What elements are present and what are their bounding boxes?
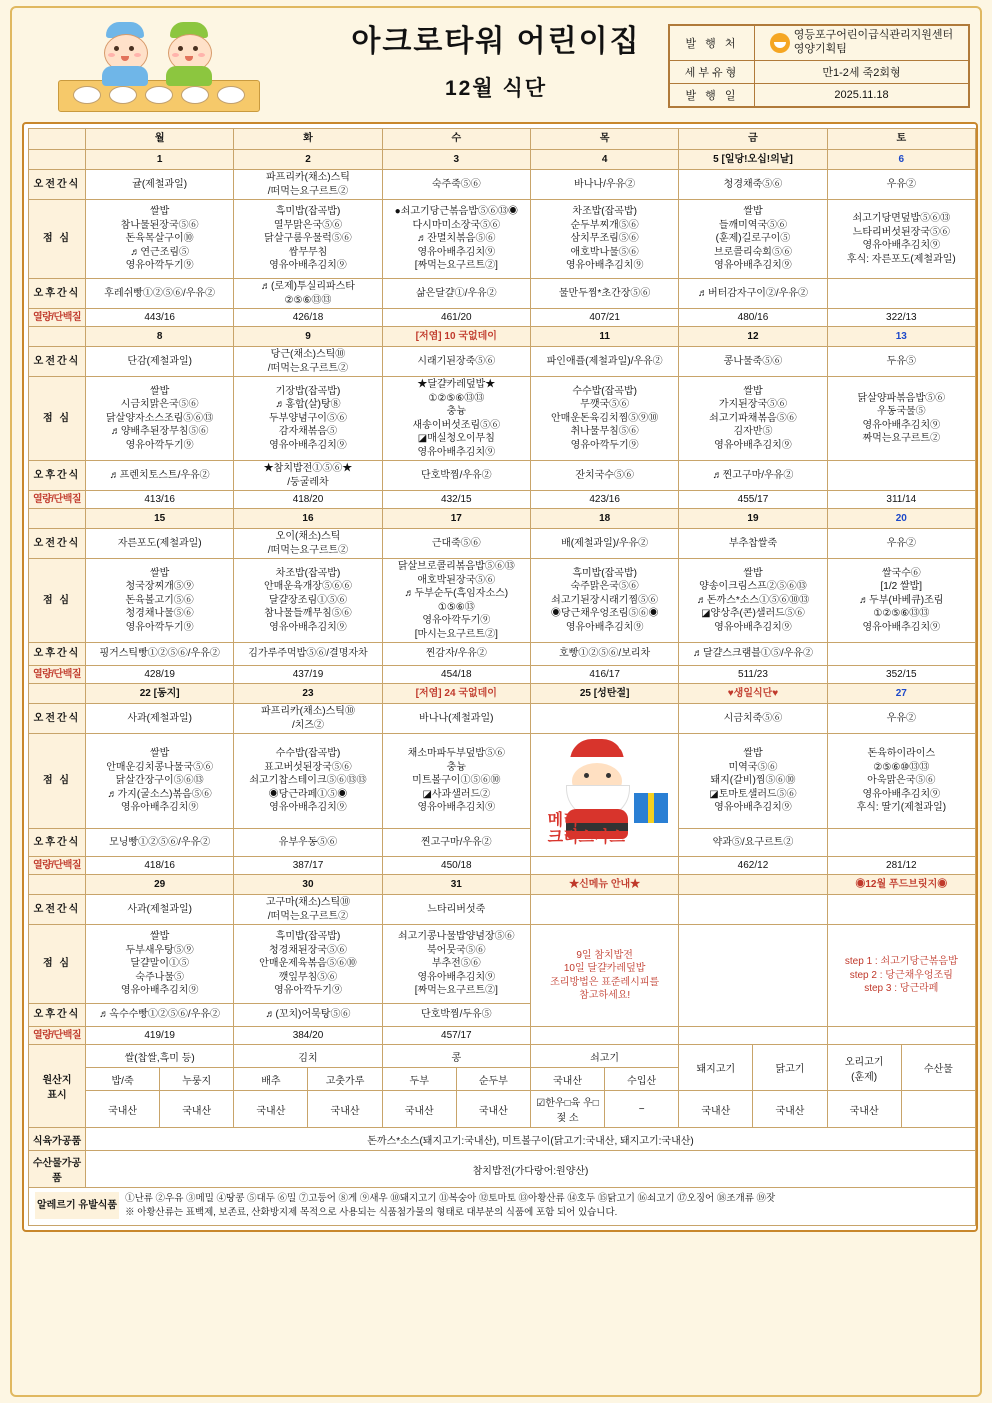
- row-label-snack-pm: 오후간식: [29, 279, 86, 309]
- origin-group-duck: 오리고기 (훈제): [827, 1045, 901, 1091]
- origin-value: 국내산: [827, 1091, 901, 1128]
- date-cell: 15: [86, 509, 234, 529]
- kcal-cell: 322/13: [827, 309, 975, 327]
- kcal-cell: 457/17: [382, 1027, 530, 1045]
- kcal-cell: 311/14: [827, 491, 975, 509]
- kcal-cell: 416/17: [530, 666, 678, 684]
- snack-pm-cell: 후레쉬빵①②⑤⑥/우유②: [86, 279, 234, 309]
- date-cell: 6: [827, 150, 975, 170]
- date-cell: 9: [234, 327, 382, 347]
- lunch-cell: 수수밥(잡곡밥) 무깻국⑤⑥ 안매운돈육김치찜⑤⑨⑩ 취나물무침⑤⑥ 영유아깍두기⑨: [530, 377, 678, 461]
- lunch-cell: 쌀밥 미역국⑤⑥ 돼지(갈비)찜⑤⑥⑩ ◪토마토샐러드⑤⑥ 영유아배추김치⑨: [679, 734, 827, 829]
- allergy-label: 알레르기 유발식품: [35, 1192, 119, 1219]
- column-header-4: 금: [679, 129, 827, 150]
- lunch-cell: ●쇠고기당근볶음밥⑤⑥⑬◉ 다시마미소장국⑤⑥ ♬잔멸치볶음⑤⑥ 영유아배추김치⑨ [짜먹는요구르트②]: [382, 200, 530, 279]
- week-corner-1: [29, 327, 86, 347]
- date-cell: 16: [234, 509, 382, 529]
- lunch-cell: 쇠고기당면덮밥⑤⑥⑬ 느타리버섯된장국⑤⑥ 영유아배추김치⑨ 후식: 자른포도(제철과일): [827, 200, 975, 279]
- snack-am-cell: 바나나(제철과일): [382, 704, 530, 734]
- row-label-snack-am: 오전간식: [29, 529, 86, 559]
- snack-am-cell: 우유②: [827, 529, 975, 559]
- snack-am-cell: [679, 895, 827, 925]
- row-label-snack-am: 오전간식: [29, 704, 86, 734]
- origin-label: 원산지 표시: [29, 1045, 86, 1128]
- date-cell: 23: [234, 684, 382, 704]
- food-bridge-steps-cell: step 1 : 쇠고기당근볶음밥 step 2 : 당근채우엉조림 step 3 : 당근라페: [827, 925, 975, 1027]
- date-cell: [저염] 10 국없데이: [382, 327, 530, 347]
- snack-pm-cell: 찐감자/우유②: [382, 643, 530, 666]
- week-corner-2: [29, 509, 86, 529]
- snack-pm-cell: 단호박찜/두유⑤: [382, 1004, 530, 1027]
- snack-am-cell: 우유②: [827, 704, 975, 734]
- date-cell: 22 [동지]: [86, 684, 234, 704]
- kcal-cell: 480/16: [679, 309, 827, 327]
- lunch-cell: 쌀밥 들깨미역국⑤⑥ (훈제)길로구이⑤ 브로콜리숙회⑤⑥ 영유아배추김치⑨: [679, 200, 827, 279]
- row-label-snack-pm: 오후간식: [29, 1004, 86, 1027]
- kcal-cell: 426/18: [234, 309, 382, 327]
- row-label-kcal: 열량/단백질: [29, 666, 86, 684]
- date-cell: 4: [530, 150, 678, 170]
- lunch-cell: 차조밥(잡곡밥) 안매운육개장⑤⑥⑥ 달걀장조림①⑤⑥ 참나물들깨무침⑤⑥ 영유아배추김치⑨: [234, 559, 382, 643]
- lunch-cell: 쌀밥 청국장찌개⑤⑨ 돈육볼고기⑤⑥ 청경채나물⑤⑥ 영유아깍두기⑨: [86, 559, 234, 643]
- kcal-cell: 511/23: [679, 666, 827, 684]
- lunch-cell: 쌀국수⑥ [1/2 쌀밥] ♬두부(바베큐)조림 ①②⑤⑥⑬⑬ 영유아배추김치⑨: [827, 559, 975, 643]
- snack-pm-cell: 유부우동⑤⑥: [234, 829, 382, 857]
- publisher-org1: 영등포구어린이급식관리지원센터: [793, 29, 954, 41]
- date-cell: 18: [530, 509, 678, 529]
- snack-am-cell: 숙주죽⑤⑥: [382, 170, 530, 200]
- snack-am-cell: 파프리카(채소)스틱 /떠먹는요구르트②: [234, 170, 382, 200]
- snack-pm-cell: 핑거스틱빵①②⑤⑥/우유②: [86, 643, 234, 666]
- kcal-cell: 461/20: [382, 309, 530, 327]
- row-label-lunch: 점 심: [29, 377, 86, 461]
- origin-value: 국내산: [679, 1091, 753, 1128]
- snack-pm-cell: ♬옥수수빵①②⑤⑥/우유②: [86, 1004, 234, 1027]
- snack-am-cell: 시래기된장죽⑤⑥: [382, 347, 530, 377]
- snack-pm-cell: 삶은달걀①/우유②: [382, 279, 530, 309]
- allergy-note: ※ 아황산류는 표백제, 보존료, 산화방지제 목적으로 사용되는 식품첨가물의 형태로 대부분의 식품에 포함 되어 있습니다.: [125, 1207, 618, 1219]
- row-label-snack-pm: 오후간식: [29, 461, 86, 491]
- date-cell: 3: [382, 150, 530, 170]
- processed-seafood-label: 수산물가공품: [29, 1151, 86, 1188]
- snack-pm-cell: [827, 829, 975, 857]
- snack-pm-cell: [827, 643, 975, 666]
- kcal-cell: 413/16: [86, 491, 234, 509]
- date-cell: 25 [성탄절]: [530, 684, 678, 704]
- snack-am-cell: 당근(채소)스틱⑩ /떠먹는요구르트②: [234, 347, 382, 377]
- lunch-cell: 쌀밥 참나물된장국⑤⑥ 돈육목살구이⑩ ♬연근조림⑤ 영유아깍두기⑨: [86, 200, 234, 279]
- menu-outer-frame: [22, 122, 978, 1232]
- origin-value: [901, 1091, 975, 1128]
- row-label-lunch: 점 심: [29, 734, 86, 829]
- kcal-cell: 352/15: [827, 666, 975, 684]
- snack-am-cell: 근대죽⑤⑥: [382, 529, 530, 559]
- snack-am-cell: 귤(제철과일): [86, 170, 234, 200]
- snack-pm-cell: [827, 279, 975, 309]
- lunch-cell: 쌀밥 시금치맑은국⑤⑥ 닭살양자소스조림⑤⑥⑬ ♬양배추된장무침⑤⑥ 영유아깍두기⑨: [86, 377, 234, 461]
- column-header-0: 월: [86, 129, 234, 150]
- lunch-cell: 흑미밥(잡곡밥) 청경채된장국⑤⑥ 안매운제육볶음⑤⑥⑩ 깻잎무침⑤⑥ 영유아깍두기⑨: [234, 925, 382, 1004]
- snack-pm-cell: 잔치국수⑤⑥: [530, 461, 678, 491]
- kcal-cell: 387/17: [234, 857, 382, 875]
- column-header-2: 수: [382, 129, 530, 150]
- christmas-text: 메리 크리스마스: [547, 811, 625, 847]
- kcal-cell: [530, 857, 678, 875]
- date-cell: ♥생일식단♥: [679, 684, 827, 704]
- date-cell: 5 [일당!오십!의날]: [679, 150, 827, 170]
- origin-value: 국내산: [86, 1091, 160, 1128]
- origin-subheader: 밥/죽: [86, 1068, 160, 1091]
- page-subtitle: 12월 식단: [444, 77, 548, 100]
- column-header-5: 토: [827, 129, 975, 150]
- allergy-list: ①난류 ②우유 ③메밀 ④땅콩 ⑤대두 ⑥밀 ⑦고등어 ⑧게 ⑨새우 ⑩돼지고기 ⑪복숭아 ⑫토마토 ⑬아황산류 ⑭호두 ⑮닭고기 ⑯쇠고기 ⑰오징어 ⑱조개류 ⑲잣: [125, 1193, 776, 1204]
- date-cell: ★신메뉴 안내★: [530, 875, 678, 895]
- origin-value: 국내산: [382, 1091, 456, 1128]
- date-cell: 8: [86, 327, 234, 347]
- origin-value: ☑한우□육 우□젖 소: [530, 1091, 604, 1128]
- date-cell: 20: [827, 509, 975, 529]
- snack-pm-cell: ♬버터감자구이②/우유②: [679, 279, 827, 309]
- snack-pm-cell: ♬(로제)투실리파스타 ②⑤⑥⑬⑬: [234, 279, 382, 309]
- origin-group-pork: 돼지고기: [679, 1045, 753, 1091]
- snack-am-cell: 오이(채소)스틱 /떠먹는요구르트②: [234, 529, 382, 559]
- snack-pm-cell: ♬달걀스크램블①⑤/우유②: [679, 643, 827, 666]
- kcal-cell: [679, 1027, 827, 1045]
- origin-subheader: 고춧가루: [308, 1068, 382, 1091]
- snack-pm-cell: 단호박찜/우유②: [382, 461, 530, 491]
- lunch-cell: 쇠고기콩나물밥양념장⑤⑥ 북어뭇국⑤⑥ 부추전⑤⑥ 영유아배추김치⑨ [짜먹는요구르트②]: [382, 925, 530, 1004]
- snack-am-cell: 파프리카(채소)스틱⑩ /치즈②: [234, 704, 382, 734]
- kcal-cell: 443/16: [86, 309, 234, 327]
- snack-pm-cell: 물만두찜*초간장⑤⑥: [530, 279, 678, 309]
- week-corner-3: [29, 684, 86, 704]
- origin-group-bean: 콩: [382, 1045, 530, 1068]
- date-cell: 17: [382, 509, 530, 529]
- publisher-box: [668, 24, 970, 108]
- snack-am-cell: 고구마(채소)스틱⑩ /떠먹는요구르트②: [234, 895, 382, 925]
- snack-am-cell: 바나나/우유②: [530, 170, 678, 200]
- kcal-cell: 418/20: [234, 491, 382, 509]
- date-cell: [679, 875, 827, 895]
- snack-am-cell: [530, 704, 678, 734]
- lunch-cell: 차조밥(잡곡밥) 순두부찌개⑤⑥ 삼치무조림⑤⑥ 애호박나물⑤⑥ 영유아배추김치⑨: [530, 200, 678, 279]
- kcal-cell: [530, 1027, 678, 1045]
- processed-meat-value: 돈까스*소스(돼지고기:국내산), 미트볼구이(닭고기:국내산, 돼지고기:국내산): [86, 1128, 976, 1151]
- origin-subheader: 국내산: [530, 1068, 604, 1091]
- processed-seafood-value: 참치밥전(가다랑어:원양산): [86, 1151, 976, 1188]
- row-label-snack-pm: 오후간식: [29, 829, 86, 857]
- issue-date-value: 2025.11.18: [755, 83, 969, 106]
- kcal-cell: 423/16: [530, 491, 678, 509]
- origin-subheader: 배추: [234, 1068, 308, 1091]
- snack-pm-cell: 찐고구마/우유②: [382, 829, 530, 857]
- origin-group-beef: 쇠고기: [530, 1045, 678, 1068]
- kcal-cell: 281/12: [827, 857, 975, 875]
- snack-pm-cell: ♬프렌치토스트/우유②: [86, 461, 234, 491]
- kcal-cell: 462/12: [679, 857, 827, 875]
- santa-icon: [540, 737, 670, 849]
- lunch-cell: 흑미밥(잡곡밥) 열무맑은국⑤⑥ 닭살구룸우물럭⑤⑥ 쌈무무침 영유아배추김치⑨: [234, 200, 382, 279]
- snack-am-cell: 사과(제철과일): [86, 895, 234, 925]
- lunch-cell: 닭살양파볶음밥⑤⑥ 우동국물⑤ 영유아배추김치⑨ 짜먹는요구르트②: [827, 377, 975, 461]
- date-cell: 2: [234, 150, 382, 170]
- lunch-cell: 쌀밥 안매운김치콩나물국⑤⑥ 닭살간장구이⑤⑥⑬ ♬가지(굴소스)볶음⑤⑥ 영유아배추김치⑨: [86, 734, 234, 829]
- row-label-kcal: 열량/단백질: [29, 1027, 86, 1045]
- snack-pm-cell: 약과⑤/요구르트②: [679, 829, 827, 857]
- date-cell: [저염] 24 국없데이: [382, 684, 530, 704]
- origin-subheader: 수입산: [605, 1068, 679, 1091]
- new-menu-note-cell: 9일 참치밥전 10일 달걀카레덮밥 조리방법은 표준레시피를 참고하세요!: [530, 925, 678, 1027]
- date-cell: 12: [679, 327, 827, 347]
- type-label: 세부유형: [670, 60, 755, 83]
- column-header-1: 화: [234, 129, 382, 150]
- origin-value: 국내산: [160, 1091, 234, 1128]
- snack-am-cell: 단감(제철과일): [86, 347, 234, 377]
- date-cell: 11: [530, 327, 678, 347]
- origin-value: −: [605, 1091, 679, 1128]
- row-label-kcal: 열량/단백질: [29, 309, 86, 327]
- snack-am-cell: 느타리버섯죽: [382, 895, 530, 925]
- date-cell: 19: [679, 509, 827, 529]
- kcal-cell: 428/19: [86, 666, 234, 684]
- lunch-cell: 채소마파두부덮밥⑤⑥ 충늉 미트볼구이①⑤⑥⑩ ◪사과샐러드② 영유아배추김치⑨: [382, 734, 530, 829]
- page-header: [22, 10, 970, 118]
- origin-group-seafood: 수산물: [901, 1045, 975, 1091]
- snack-am-cell: 사과(제철과일): [86, 704, 234, 734]
- date-cell: 29: [86, 875, 234, 895]
- row-label-lunch: 점 심: [29, 559, 86, 643]
- empty-cell: [679, 925, 827, 1027]
- snack-am-cell: 부추찹쌀죽: [679, 529, 827, 559]
- snack-am-cell: 우유②: [827, 170, 975, 200]
- row-label-snack-am: 오전간식: [29, 170, 86, 200]
- page-title: 아크로타워 어린이집: [351, 25, 641, 58]
- lunch-cell: 흑미밥(잡곡밥) 숙주맑은국⑤⑥ 쇠고기된장시래기찜⑤⑥ ◉당근채우엉조림⑤⑥◉ 영유아배추김치⑨: [530, 559, 678, 643]
- date-cell: 13: [827, 327, 975, 347]
- snack-am-cell: 청경채죽⑤⑥: [679, 170, 827, 200]
- origin-value: 국내산: [456, 1091, 530, 1128]
- table-corner: [29, 129, 86, 150]
- origin-group-chicken: 닭고기: [753, 1045, 827, 1091]
- snack-am-cell: 두유⑤: [827, 347, 975, 377]
- week-corner-0: [29, 150, 86, 170]
- row-label-kcal: 열량/단백질: [29, 491, 86, 509]
- snack-pm-cell: 호빵①②⑤⑥/보리차: [530, 643, 678, 666]
- kcal-cell: 432/15: [382, 491, 530, 509]
- snack-pm-cell: [827, 461, 975, 491]
- snack-am-cell: 배(제철과일)/우유②: [530, 529, 678, 559]
- column-header-3: 목: [530, 129, 678, 150]
- kcal-cell: 437/19: [234, 666, 382, 684]
- publisher-org2: 영양기획팀: [793, 42, 847, 55]
- kcal-cell: 450/18: [382, 857, 530, 875]
- lunch-cell: 기장밥(잡곡밥) ♬홍합(살)탕⑧ 두부양념구이⑤⑥ 감자채볶음⑤ 영유아배추김치⑨: [234, 377, 382, 461]
- publisher-value: [755, 26, 969, 61]
- kcal-cell: 384/20: [234, 1027, 382, 1045]
- lunch-cell: 닭살브로콜리볶음밥⑤⑥⑬ 애호박된장국⑤⑥ ♬두부순두(흑임자소스) ①⑤⑥⑬ 영유아깍두기⑨ [마시는요구르트②]: [382, 559, 530, 643]
- snack-am-cell: 파인애플(제철과일)/우유②: [530, 347, 678, 377]
- row-label-kcal: 열량/단백질: [29, 857, 86, 875]
- date-cell: 30: [234, 875, 382, 895]
- issue-date-label: 발 행 일: [670, 83, 755, 106]
- lunch-cell: 수수밥(잡곡밥) 표고버섯된장국⑤⑥ 쇠고기찹스테이크⑤⑥⑬⑬ ◉당근라페①⑤◉ 영유아배추김치⑨: [234, 734, 382, 829]
- date-cell: 27: [827, 684, 975, 704]
- kcal-cell: 419/19: [86, 1027, 234, 1045]
- date-cell: 31: [382, 875, 530, 895]
- christmas-illustration-cell: [530, 734, 678, 857]
- lunch-cell: 돈육하이라이스 ②⑤⑥⑩⑬⑬ 아욱맑은국⑤⑥ 영유아배추김치⑨ 후식: 딸기(제철과일): [827, 734, 975, 829]
- origin-value: 국내산: [753, 1091, 827, 1128]
- origin-table: [28, 1044, 976, 1188]
- date-cell: ◉12월 푸드브릿지◉: [827, 875, 975, 895]
- origin-group-rice: 쌀(찹쌀,흑미 등): [86, 1045, 234, 1068]
- row-label-snack-am: 오전간식: [29, 347, 86, 377]
- kcal-cell: 455/17: [679, 491, 827, 509]
- origin-value: 국내산: [234, 1091, 308, 1128]
- row-label-snack-am: 오전간식: [29, 895, 86, 925]
- snack-am-cell: 시금치죽⑤⑥: [679, 704, 827, 734]
- lunch-cell: ★달걀카레덮밥★ ①②⑤⑥⑬⑬ 충늉 새송이버섯조림⑤⑥ ◪매실청오이무침 영유아배추김치⑨: [382, 377, 530, 461]
- snack-pm-cell: 모닝빵①②⑤⑥/우유②: [86, 829, 234, 857]
- snack-am-cell: 자른포도(제철과일): [86, 529, 234, 559]
- snack-am-cell: [530, 895, 678, 925]
- kcal-cell: 418/16: [86, 857, 234, 875]
- date-cell: 1: [86, 150, 234, 170]
- snack-pm-cell: ♬(꼬치)어묵탕⑤⑥: [234, 1004, 382, 1027]
- kcal-cell: [827, 1027, 975, 1045]
- lunch-cell: 쌀밥 두부새우탕⑤⑨ 달걀말이①⑤ 숙주나물⑤ 영유아배추김치⑨: [86, 925, 234, 1004]
- row-label-snack-pm: 오후간식: [29, 643, 86, 666]
- menu-table: [28, 128, 976, 1045]
- lunch-cell: 쌀밥 가지된장국⑤⑥ 쇠고기파채볶음⑤⑥ 김자반⑤ 영유아배추김치⑨: [679, 377, 827, 461]
- allergy-section: [28, 1188, 976, 1226]
- origin-subheader: 순두부: [456, 1068, 530, 1091]
- row-label-lunch: 점 심: [29, 925, 86, 1004]
- kcal-cell: 407/21: [530, 309, 678, 327]
- processed-meat-label: 식육가공품: [29, 1128, 86, 1151]
- lunch-cell: 쌀밥 양송이크림스프②⑤⑥⑬ ♬돈까스*소스①⑤⑥⑩⑬ ◪양상추(콘)샐러드⑤⑥ 영유아배추김치⑨: [679, 559, 827, 643]
- snack-pm-cell: ★참치밥전①⑤⑥★ /둥굴레차: [234, 461, 382, 491]
- origin-group-kimchi: 김치: [234, 1045, 382, 1068]
- row-label-lunch: 점 심: [29, 200, 86, 279]
- snack-am-cell: [827, 895, 975, 925]
- type-value: 만1-2세 죽2회형: [755, 60, 969, 83]
- origin-subheader: 누룽지: [160, 1068, 234, 1091]
- origin-subheader: 두부: [382, 1068, 456, 1091]
- smile-icon: [770, 33, 790, 53]
- publisher-label: 발 행 처: [670, 26, 755, 61]
- snack-pm-cell: ♬찐고구마/우유②: [679, 461, 827, 491]
- snack-pm-cell: 김가루주먹밥⑤⑥/결명자차: [234, 643, 382, 666]
- week-corner-4: [29, 875, 86, 895]
- origin-value: 국내산: [308, 1091, 382, 1128]
- kcal-cell: 454/18: [382, 666, 530, 684]
- snack-am-cell: 콩나물죽⑤⑥: [679, 347, 827, 377]
